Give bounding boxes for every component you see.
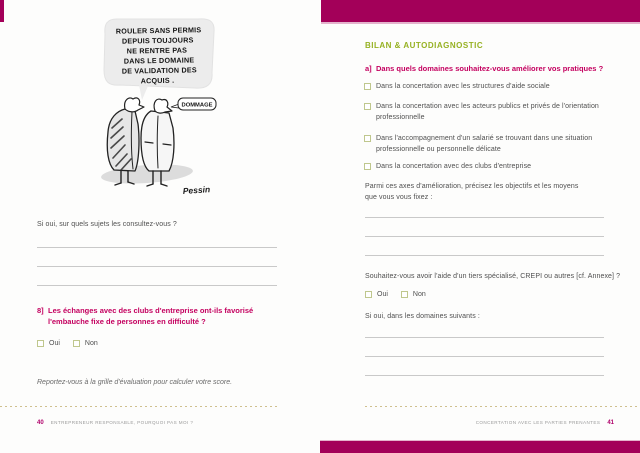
option-checkbox[interactable] — [364, 83, 371, 90]
oui-label: Oui — [49, 340, 60, 347]
option-clubs-entreprise: Dans la concertation avec des clubs d'entreprise — [364, 161, 531, 172]
option-checkbox[interactable] — [364, 163, 371, 170]
option-accompagnement-salarie: Dans l'accompagnement d'un salarié se trouvant dans une situation professionnelle ou personnelle délicate — [364, 133, 592, 155]
yes-no-group-q8 — [37, 340, 106, 347]
non-label: Non — [84, 340, 98, 347]
answer-line — [365, 375, 604, 376]
right-page-bottom-bar — [320, 440, 640, 453]
answer-line — [365, 337, 604, 338]
option-checkbox[interactable] — [364, 103, 371, 110]
score-note: Reportez-vous à la grille d'évaluation pour calculer votre score. — [37, 379, 233, 386]
section-title: BILAN & AUTODIAGNOSTIC — [365, 41, 484, 50]
non-label: Non — [412, 291, 426, 298]
question-number: 8] — [37, 306, 44, 315]
non-checkbox[interactable] — [401, 291, 408, 298]
non-checkbox[interactable] — [73, 340, 80, 347]
answer-line — [365, 255, 604, 256]
bubble-text-line: NE RENTRE PAS — [126, 45, 188, 56]
option-checkbox[interactable] — [364, 135, 371, 142]
right-page-footer — [476, 420, 614, 426]
question-8 — [37, 305, 253, 327]
question-number: a] — [365, 64, 372, 73]
question-intro-text: Si oui, sur quels sujets les consultez-vous ? — [37, 221, 177, 228]
oui-checkbox[interactable] — [365, 291, 372, 298]
page-number: 41 — [607, 420, 614, 426]
small-bubble-text: DOMMAGE — [181, 102, 213, 109]
prompt-objectives: Parmi ces axes d'amélioration, précisez les objectifs et les moyens que vous vous fixez : — [365, 183, 579, 201]
answer-line — [365, 217, 604, 218]
yes-no-group-tiers — [365, 291, 434, 298]
right-page-top-bar — [321, 0, 640, 24]
page-number: 40 — [37, 420, 44, 426]
answer-line — [37, 285, 277, 286]
question-tiers-specialise: Souhaitez-vous avoir l'aide d'un tiers spécialisé, CREPI ou autres [cf. Annexe] ? — [365, 273, 621, 280]
option-structures-aide-sociale: Dans la concertation avec les structures d'aide sociale — [364, 81, 550, 92]
small-speech-bubble — [171, 98, 216, 110]
bubble-text-line: ACQUIS . — [140, 75, 175, 86]
book-title: ENTREPRENEUR RESPONSABLE, POURQUOI PAS MOI ? — [50, 420, 194, 425]
chapter-title: CONCERTATION AVEC LES PARTIES PRENANTES — [475, 420, 601, 425]
bubble-text-line: ROULER SANS PERMIS — [115, 25, 202, 36]
footer-dotted-rule — [365, 406, 640, 407]
cartoonist-signature: Pessin — [182, 184, 211, 196]
option-acteurs-publics-prives: Dans la concertation avec les acteurs publics et privés de l'orientation professionnelle — [364, 101, 599, 123]
answer-line — [37, 266, 277, 267]
bubble-text-line: DE VALIDATION DES — [121, 65, 197, 76]
question-a — [365, 63, 603, 74]
cartoon-illustration — [95, 12, 230, 204]
answer-line — [37, 247, 277, 248]
oui-checkbox[interactable] — [37, 340, 44, 347]
bubble-text-line: DANS LE DOMAINE — [123, 55, 195, 66]
question-text: Dans quels domaines souhaitez-vous améliorer vos pratiques ? — [376, 64, 604, 73]
prompt-domains: Si oui, dans les domaines suivants : — [365, 313, 480, 320]
question-text: Les échanges avec des clubs d'entreprise ont-ils favorisé l'embauche fixe de personnes en difficulté ? — [48, 306, 254, 326]
oui-label: Oui — [377, 291, 388, 298]
left-page-edge-mark — [0, 0, 4, 22]
answer-line — [365, 236, 604, 237]
answer-line — [365, 356, 604, 357]
footer-dotted-rule — [0, 406, 277, 407]
left-page-footer — [37, 420, 193, 426]
bubble-text-line: DEPUIS TOUJOURS — [121, 35, 194, 46]
